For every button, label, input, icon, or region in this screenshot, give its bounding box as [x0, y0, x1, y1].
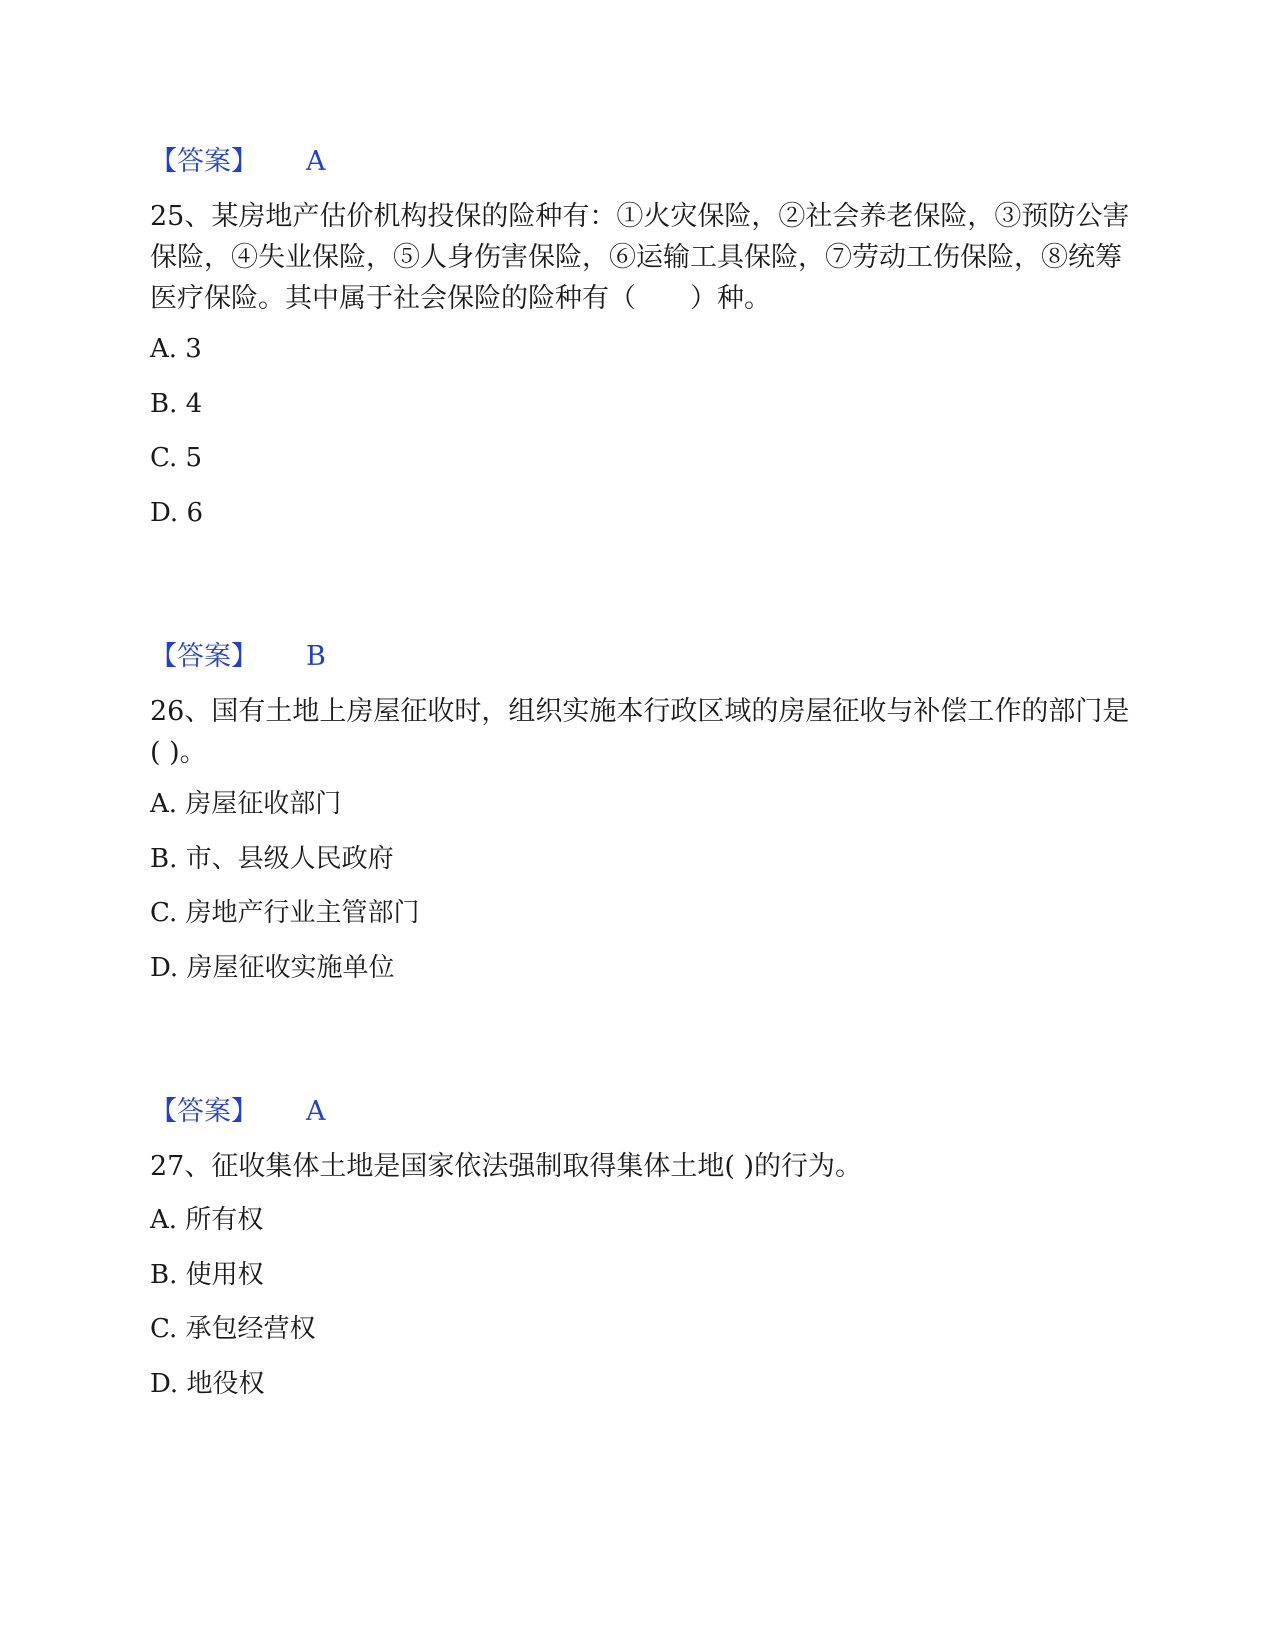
answer-line [150, 1095, 326, 1129]
question-text: 25、某房地产估价机构投保的险种有：①火灾保险，②社会养老保险，③预防公害保险，④失业保险，⑤人身伤害保险，⑥运输工具保险，⑦劳动工伤保险，⑧统筹医疗保险。其中属于社会保险的险种有（ ）种。 [150, 201, 1130, 314]
question-text: 26、国有土地上房屋征收时，组织实施本行政区域的房屋征收与补偿工作的部门是( )。 [150, 696, 1130, 768]
option-d: D. 房屋征收实施单位 [150, 953, 395, 983]
answer-label: 【答案】 [150, 146, 258, 177]
answer-value: B [306, 641, 326, 672]
answer-label: 【答案】 [150, 641, 258, 672]
option-c: C. 5 [150, 443, 203, 473]
option-b: B. 市、县级人民政府 [150, 844, 394, 874]
answer-value: A [306, 1096, 326, 1127]
option-a: A. 所有权 [150, 1205, 264, 1235]
answer-value: A [306, 146, 326, 177]
option-a: A. 房屋征收部门 [150, 789, 342, 819]
answer-label: 【答案】 [150, 1096, 258, 1127]
option-c: C. 房地产行业主管部门 [150, 898, 420, 928]
option-b: B. 4 [150, 389, 203, 419]
question-text: 27、征收集体土地是国家依法强制取得集体土地( )的行为。 [150, 1151, 863, 1182]
option-d: D. 地役权 [150, 1369, 265, 1399]
option-c: C. 承包经营权 [150, 1314, 316, 1344]
option-b: B. 使用权 [150, 1260, 264, 1290]
answer-line [150, 640, 326, 674]
answer-line [150, 145, 326, 179]
option-a: A. 3 [150, 334, 202, 364]
option-d: D. 6 [150, 498, 203, 528]
